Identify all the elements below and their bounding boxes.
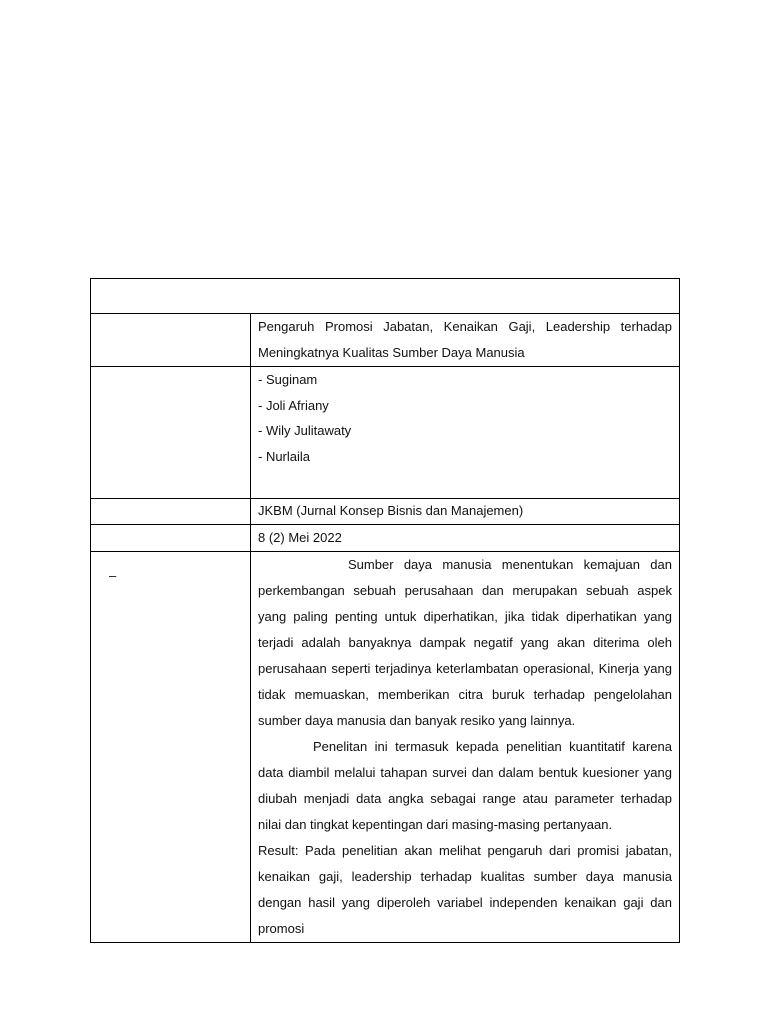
authors-row	[91, 367, 680, 499]
author-item: - Wily Julitawaty	[258, 423, 352, 438]
summary-label: –	[109, 568, 117, 583]
summary-label-cell	[91, 552, 251, 943]
author-item: - Suginam	[258, 372, 318, 387]
title-cell	[251, 314, 680, 367]
header-row	[91, 279, 680, 314]
volume-info: 8 (2) Mei 2022	[258, 530, 342, 545]
article-title: Pengaruh Promosi Jabatan, Kenaikan Gaji, Leadership terhadap Meningkatnya Kualitas Sumber Daya Manusia	[258, 319, 672, 360]
title-label-cell	[91, 314, 251, 367]
authors-cell	[251, 367, 680, 499]
journal-name: JKBM (Jurnal Konsep Bisnis dan Manajemen)	[258, 503, 524, 518]
header-cell	[91, 279, 680, 314]
journal-label-cell	[91, 499, 251, 525]
summary-cell	[251, 552, 680, 943]
summary-row	[91, 552, 680, 943]
journal-row	[91, 499, 680, 525]
volume-row	[91, 525, 680, 552]
summary-paragraph-2: Penelitan ini termasuk kepada penelitian kuantitatif karena data diambil melalui tahapan survei dan dalam bentuk kuesioner yang diubah menjadi data angka sebagai range atau parameter terhadap nilai dan tingkat kepentingan dari masing-masing pertanyaan.	[258, 739, 672, 832]
volume-label-cell	[91, 525, 251, 552]
journal-review-table	[90, 278, 680, 943]
title-row	[91, 314, 680, 367]
summary-paragraph-1: Sumber daya manusia menentukan kemajuan dan perkembangan sebuah perusahaan dan merupakan sebuah aspek yang paling penting untuk diperhatikan, jika tidak diperhatikan yang terjadi adalah banyaknya dampak negatif yang akan diterima oleh perusahaan seperti terjadinya keterlambatan operasional, Kinerja yang tidak memuaskan, memberikan citra buruk terhadap pengelolahan sumber daya manusia dan banyak resiko yang lainnya.	[258, 557, 672, 728]
volume-cell	[251, 525, 680, 552]
journal-cell	[251, 499, 680, 525]
authors-label-cell	[91, 367, 251, 499]
summary-paragraph-3: Result: Pada penelitian akan melihat pengaruh dari promisi jabatan, kenaikan gaji, leadership terhadap kualitas sumber daya manusia dengan hasil yang diperoleh variabel independen kenaikan gaji dan promosi	[258, 843, 672, 936]
author-item: - Nurlaila	[258, 448, 311, 464]
author-item: - Joli Afriany	[258, 397, 329, 413]
